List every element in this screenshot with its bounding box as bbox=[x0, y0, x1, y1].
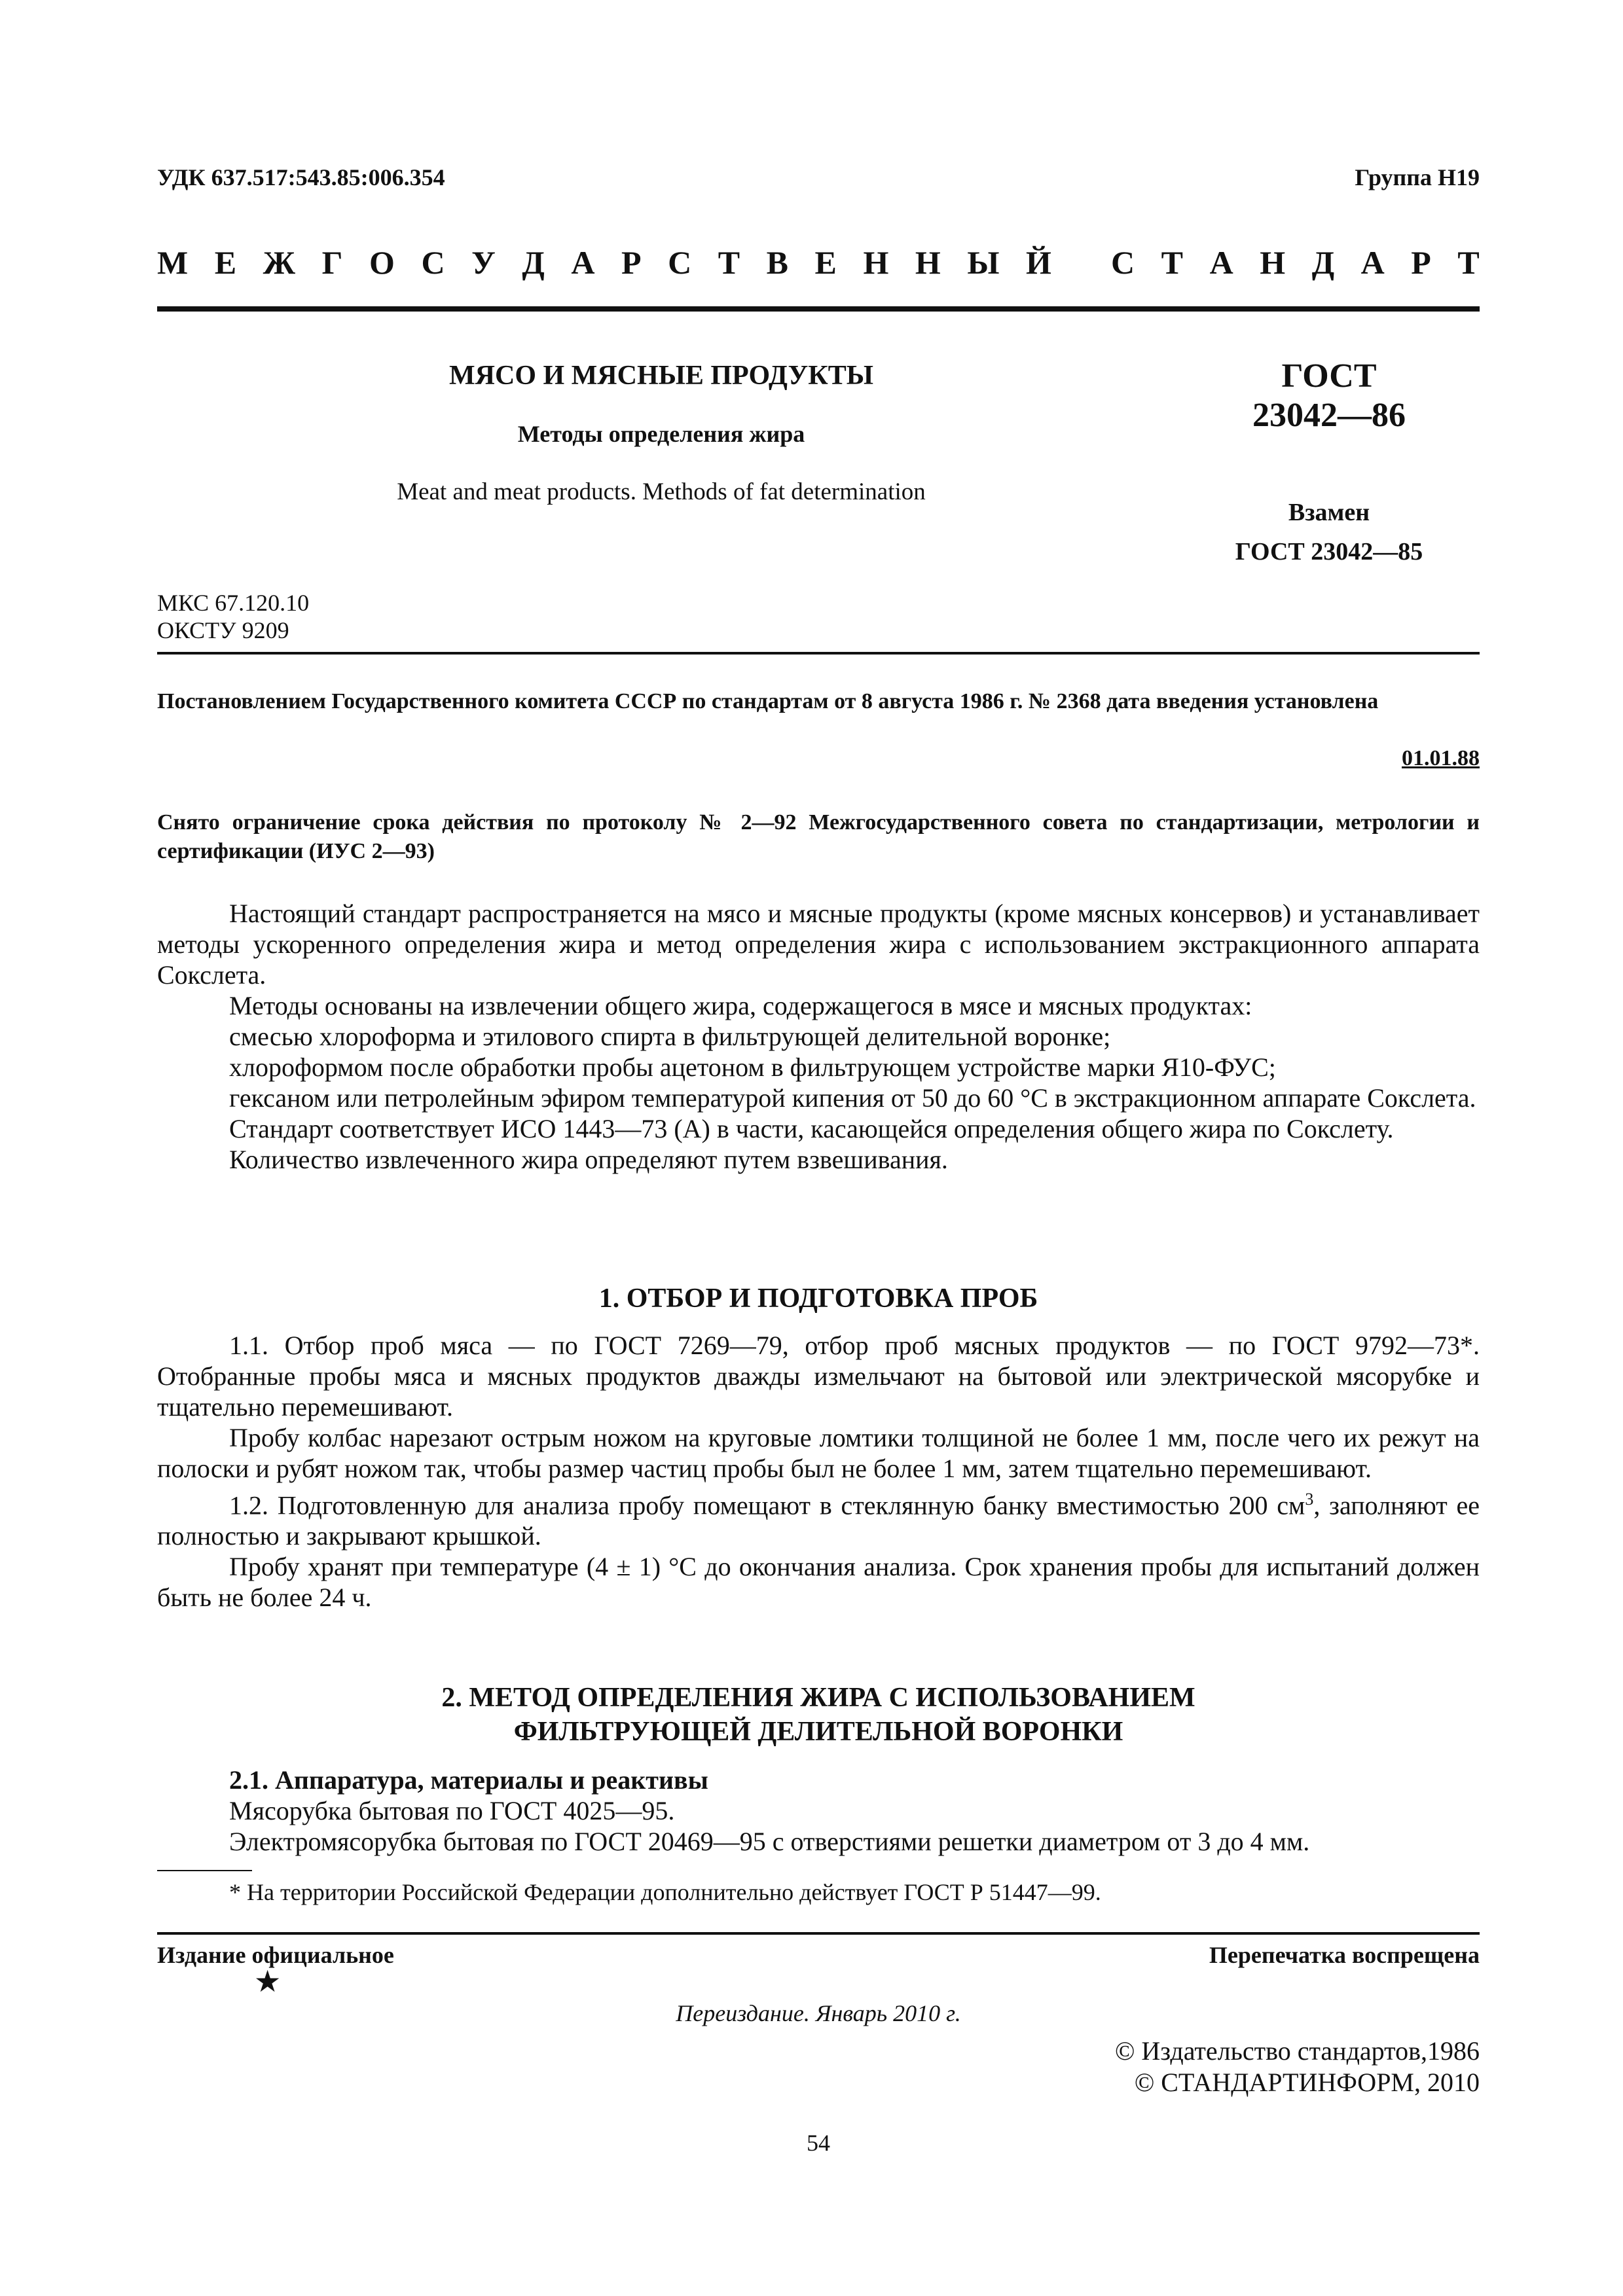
restriction-removed-note: Снято ограничение срока действия по протоколу № 2—92 Межгосударственного совета по стандартизации, метрологии и сертификации (ИУС 2—93) bbox=[157, 810, 1480, 863]
star-icon: ★ bbox=[254, 1965, 282, 1998]
classification-codes bbox=[157, 589, 309, 644]
document-page bbox=[157, 0, 1480, 2296]
copyright-line: © Издательство стандартов,1986 bbox=[1114, 2036, 1480, 2066]
document-title: МЯСО И МЯСНЫЕ ПРОДУКТЫ bbox=[449, 361, 873, 391]
section-paragraph bbox=[157, 1484, 1480, 1551]
group-code: Группа Н19 bbox=[1355, 164, 1480, 190]
heading-letter: Р bbox=[1411, 244, 1431, 281]
heading-letter: С bbox=[1111, 244, 1135, 281]
heading-letter: Й bbox=[1026, 244, 1051, 281]
heading-letter: Ы bbox=[967, 244, 1000, 281]
gost-label: ГОСТ bbox=[1281, 357, 1377, 395]
gost-block bbox=[1198, 357, 1460, 571]
heading-letter: А bbox=[1360, 244, 1385, 281]
codes-rule bbox=[157, 652, 1480, 655]
header-rule bbox=[157, 306, 1480, 312]
document-subtitle: Методы определения жира bbox=[517, 421, 805, 447]
heading-letter: Т bbox=[1161, 244, 1184, 281]
equipment-item: Электромясорубка бытовая по ГОСТ 20469—95 с отверстиями решетки диаметром от 3 до 4 мм. bbox=[229, 1827, 1310, 1856]
udk-code: УДК 637.517:543.85:006.354 bbox=[157, 164, 445, 190]
title-block bbox=[157, 360, 1165, 506]
heading-letter: Е bbox=[214, 244, 237, 281]
reprint-forbidden: Перепечатка воспрещена bbox=[1209, 1942, 1480, 1968]
p12-text: 1.2. Подготовленную для анализа пробу помещают в стеклянную банку вместимостью 200 см bbox=[229, 1490, 1305, 1520]
intro-paragraph: Количество извлеченного жира определяют путем взвешивания. bbox=[229, 1145, 948, 1174]
section-1-heading: 1. ОТБОР И ПОДГОТОВКА ПРОБ bbox=[598, 1283, 1038, 1314]
gost-number: 23042—86 bbox=[1252, 397, 1406, 434]
heading-letter: Н bbox=[863, 244, 889, 281]
intro-paragraph: хлороформом после обработки пробы ацетоном в фильтрующем устройстве марки Я10-ФУС; bbox=[229, 1052, 1276, 1082]
heading-letter: Т bbox=[718, 244, 740, 281]
heading-letter: У bbox=[471, 244, 496, 281]
heading-letter: Н bbox=[1260, 244, 1286, 281]
heading-letter: Д bbox=[1311, 244, 1335, 281]
equipment-item: Мясорубка бытовая по ГОСТ 4025—95. bbox=[229, 1796, 675, 1825]
okstu-code: ОКСТУ 9209 bbox=[157, 617, 289, 643]
section-paragraph: Пробу хранят при температуре (4 ± 1) °С до окончания анализа. Срок хранения пробы для испытаний должен быть не более 24 ч. bbox=[157, 1552, 1480, 1613]
heading-letter: Р bbox=[621, 244, 642, 281]
superscript: 3 bbox=[1305, 1490, 1314, 1509]
copyright bbox=[1115, 2036, 1480, 2098]
heading-letter: Е bbox=[814, 244, 837, 281]
heading-letter: О bbox=[369, 244, 395, 281]
page-number: 54 bbox=[807, 2130, 830, 2156]
heading-letter: С bbox=[668, 244, 692, 281]
footnote: * На территории Российской Федерации дополнительно действует ГОСТ Р 51447—99. bbox=[229, 1879, 1101, 1905]
heading-letter: Н bbox=[915, 244, 941, 281]
section-2-text bbox=[157, 1765, 1480, 1857]
reissue-note: Переиздание. Январь 2010 г. bbox=[676, 2000, 961, 2026]
intro-paragraph: Стандарт соответствует ИСО 1443—73 (А) в части, касающейся определения общего жира по Сокслету. bbox=[229, 1114, 1394, 1143]
intro-paragraph: гексаном или петролейным эфиром температурой кипения от 50 до 60 °С в экстракционном аппарате Сокслета. bbox=[229, 1083, 1476, 1113]
heading-letter: С bbox=[421, 244, 445, 281]
heading-letter: А bbox=[1209, 244, 1233, 281]
section-2-heading-line1: 2. МЕТОД ОПРЕДЕЛЕНИЯ ЖИРА С ИСПОЛЬЗОВАНИЕМ bbox=[441, 1683, 1195, 1713]
section-2-heading-line2: ФИЛЬТРУЮЩЕЙ ДЕЛИТЕЛЬНОЙ ВОРОНКИ bbox=[513, 1717, 1123, 1747]
interstate-standard-heading bbox=[157, 243, 1480, 281]
heading-letter: Г bbox=[321, 244, 343, 281]
subsection-heading: 2.1. Аппаратура, материалы и реактивы bbox=[229, 1765, 708, 1795]
intro-paragraph: Методы основаны на извлечении общего жира, содержащегося в мясе и мясных продуктах: bbox=[229, 991, 1252, 1020]
section-1-text bbox=[157, 1330, 1480, 1613]
copyright-line: © СТАНДАРТИНФОРМ, 2010 bbox=[1134, 2068, 1480, 2097]
heading-letter: А bbox=[571, 244, 595, 281]
intro-paragraph: Настоящий стандарт распространяется на мясо и мясные продукты (кроме мясных консервов) и устанавливает методы ускоренного определения жира и метод определения жира с использованием экстракционного аппарата Сокслета. bbox=[157, 899, 1480, 990]
heading-letter: В bbox=[766, 244, 788, 281]
section-2-heading bbox=[157, 1681, 1480, 1749]
footer-rule bbox=[157, 1932, 1480, 1935]
replace-label: Взамен bbox=[1288, 499, 1370, 526]
mks-code: МКС 67.120.10 bbox=[157, 590, 310, 616]
heading-letter: Д bbox=[522, 244, 545, 281]
footnote-rule bbox=[157, 1870, 252, 1871]
english-title: Meat and meat products. Methods of fat determination bbox=[397, 478, 926, 505]
section-paragraph: 1.1. Отбор проб мяса — по ГОСТ 7269—79, отбор проб мясных продуктов — по ГОСТ 9792—73*. Отобранные пробы мяса и мясных продуктов дважды измельчают на бытовой или электрической мясорубке и тщательно перемешивают. bbox=[157, 1331, 1480, 1422]
intro-paragraph: смесью хлороформа и этилового спирта в фильтрующей делительной воронке; bbox=[229, 1022, 1111, 1051]
heading-letter: М bbox=[157, 244, 189, 281]
decree-text: Постановлением Государственного комитета СССР по стандартам от 8 августа 1986 г. № 2368 дата введения установлена bbox=[157, 689, 1379, 713]
word-gap bbox=[1078, 243, 1084, 281]
decree-date: 01.01.88 bbox=[1402, 746, 1480, 770]
intro-text bbox=[157, 898, 1480, 1175]
p12-text-cont: , заполняют ее полностью и закрывают крышкой. bbox=[157, 1490, 1480, 1551]
replace-number: ГОСТ 23042—85 bbox=[1235, 538, 1423, 565]
official-edition: Издание официальное bbox=[157, 1942, 394, 1968]
section-paragraph: Пробу колбас нарезают острым ножом на круговые ломтики толщиной не более 1 мм, после чего их режут на полоски и рубят ножом так, чтобы размер частиц пробы был не более 1 мм, затем тщательно перемешивают. bbox=[157, 1423, 1480, 1483]
heading-letter: Т bbox=[1457, 244, 1480, 281]
heading-letter: Ж bbox=[263, 244, 296, 281]
